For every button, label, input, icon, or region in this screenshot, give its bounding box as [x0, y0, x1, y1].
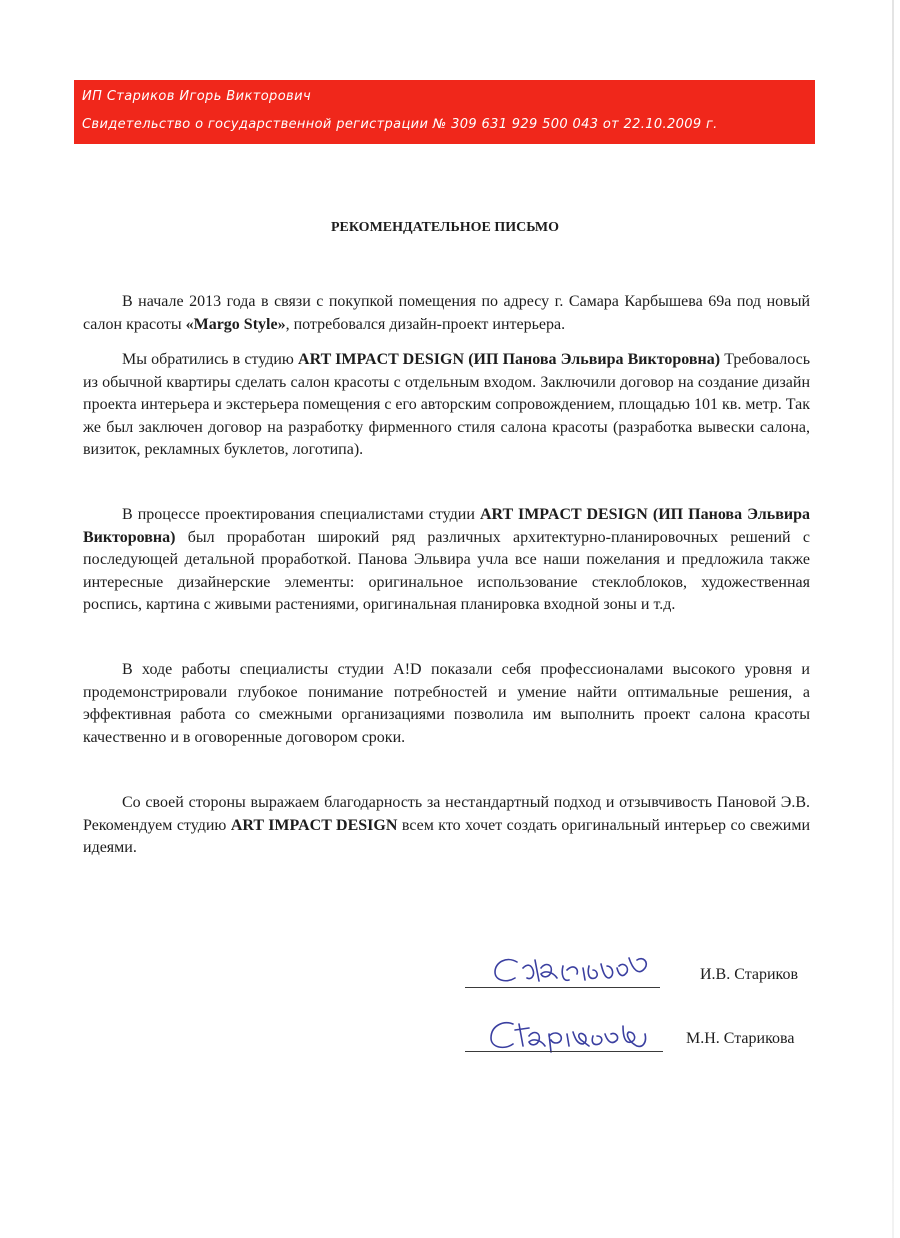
- paragraph-5: [83, 792, 810, 860]
- paragraph-text: Мы обратились в студию: [122, 351, 299, 368]
- scan-edge: [892, 0, 894, 1238]
- paragraph-4: [83, 659, 810, 749]
- salon-name: «Margo Style»: [185, 315, 286, 333]
- paragraph-text: Со своей стороны выражаем благодарность за нестандартный подход и отзывчивость Пановой Э.В. Рекомендуем студию: [83, 794, 810, 834]
- paragraph-1: [83, 291, 810, 336]
- document-title: РЕКОМЕНДАТЕЛЬНОЕ ПИСЬМО: [330, 220, 560, 235]
- paragraph-2: [83, 349, 810, 462]
- letterhead-registration: Свидетельство о государственной регистрации № 309 631 929 500 043 от 22.10.2009 г.: [82, 117, 718, 132]
- paragraph-text: В ходе работы специалисты студии A!D показали себя профессионалами высокого уровня и продемонстрировали глубокое понимание потребностей и умение найти оптимальные решения, а эффективная работа со смежными организациями позволила им выполнить проект салона красоты качественно и в оговоренные договором сроки.: [83, 661, 810, 746]
- studio-name: ART IMPACT DESIGN: [230, 816, 398, 834]
- signature-line: [465, 1051, 663, 1052]
- signature-row-2: [465, 1012, 815, 1062]
- paragraph-text: всем кто хочет создать оригинальный интерьер со свежими идеями.: [83, 816, 811, 857]
- studio-name: ART IMPACT DESIGN (ИП Панова Эльвира Викторовна): [298, 351, 721, 368]
- signature-stroke: [491, 1023, 646, 1052]
- signature-stroke: [495, 958, 646, 981]
- paragraph-text: , потребовался дизайн-проект интерьера.: [285, 315, 566, 333]
- signatory-name: И.В. Стариков: [700, 966, 799, 983]
- letterhead-band: [74, 80, 815, 144]
- signatory-name: М.Н. Старикова: [686, 1030, 795, 1047]
- handwritten-signature-1: [483, 948, 663, 990]
- paragraph-text: Требовалось из обычной квартиры сделать салон красоты с отдельным входом. Заключили договор на создание дизайн проекта интерьера и экстерьера помещения с его авторским сопровождением, площадью 101 кв. метр. Так же был заключен договор на разработку фирменного стиля салона красоты (разработка вывески салона, визиток, рекламных буклетов, логотипа).: [83, 351, 811, 459]
- paragraph-text: В процессе проектирования специалистами студии: [122, 506, 480, 523]
- letterhead-name: ИП Стариков Игорь Викторович: [82, 89, 312, 104]
- signature-line: [465, 987, 660, 988]
- paragraph-text: был проработан широкий ряд различных архитектурно-планировочных решений с последующей детальной проработкой. Панова Эльвира учла все наши пожелания и предложила также интересные дизайнерские элементы: оригинальное использование стеклоблоков, художественная роспись, картина с живыми растениями, оригинальная планировка входной зоны и т.д.: [83, 528, 810, 614]
- signature-row-1: [465, 948, 815, 998]
- paragraph-3: [83, 504, 810, 617]
- paragraph-text: В начале 2013 года в связи с покупкой помещения по адресу г. Самара Карбышева 69а под новый салон красоты: [83, 293, 810, 333]
- studio-name: ART IMPACT DESIGN (ИП Панова Эльвира Викторовна): [83, 506, 810, 546]
